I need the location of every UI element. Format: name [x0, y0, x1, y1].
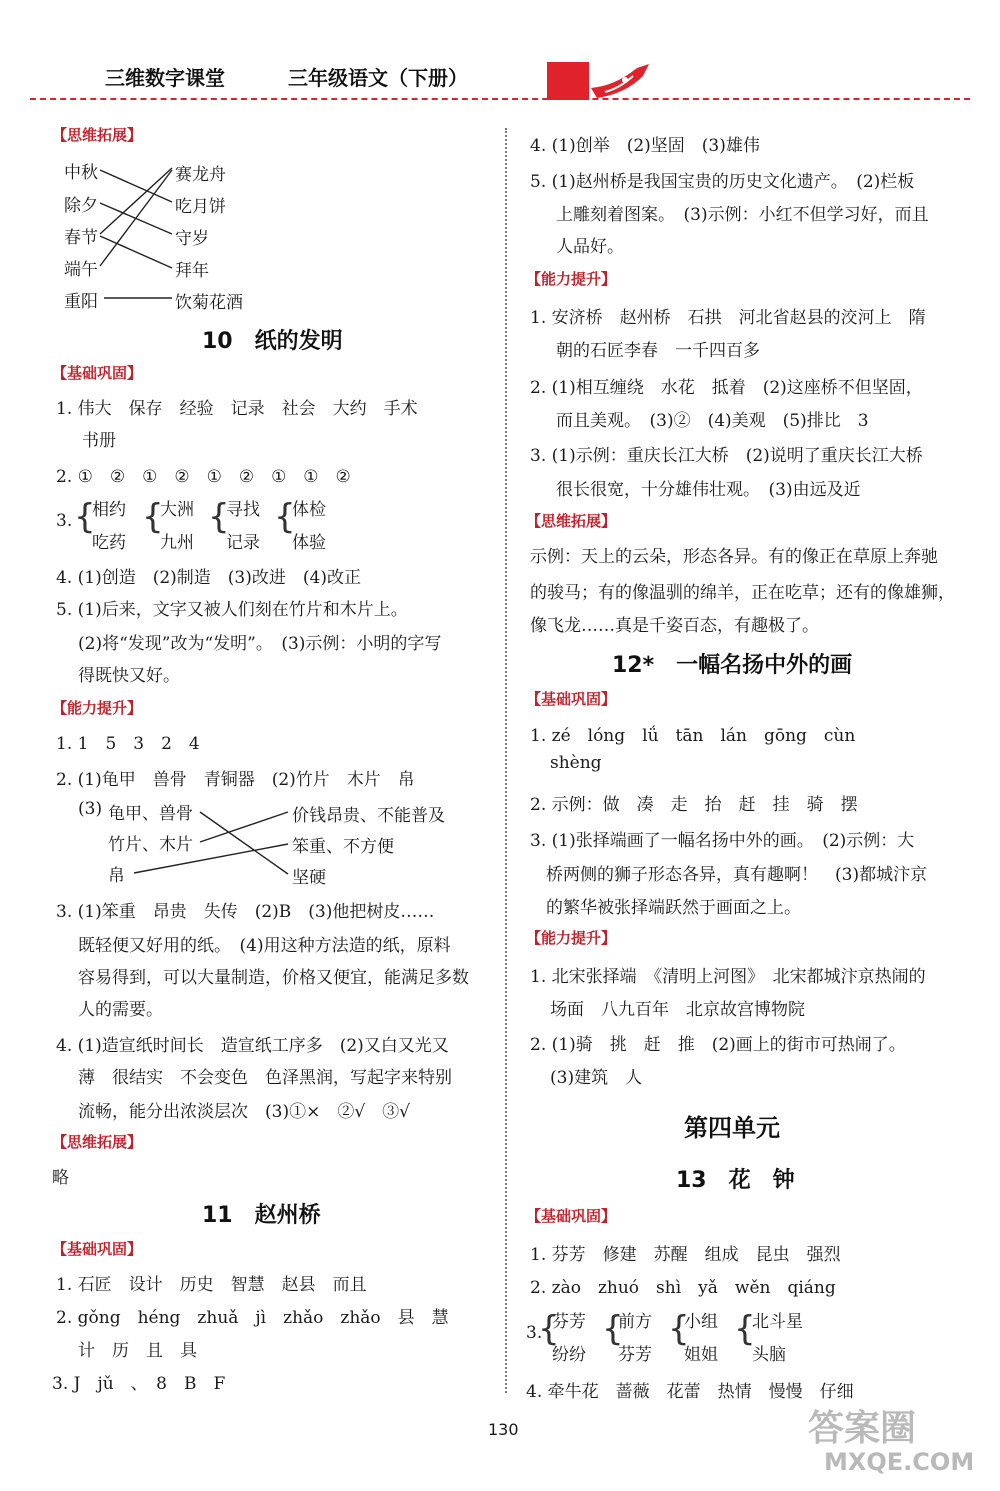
match2-left-0: 龟甲、兽骨 [108, 804, 193, 824]
q3-word: 大洲 [160, 500, 194, 520]
l10-n4a: 4. (1)造宣纸时间长 造宣纸工序多 (2)又白又光又 [56, 1036, 449, 1056]
l12-q3c: 的繁华被张择端跃然于画面之上。 [546, 898, 801, 918]
header-series: 三维数字课堂 [105, 66, 225, 90]
l12-q3b: 桥两侧的狮子形态各异，真有趣啊！ (3)都城汴京 [546, 865, 928, 885]
l10-q5c: 得既快又好。 [78, 666, 180, 686]
q3-word: 前方 [618, 1312, 652, 1332]
watermark-logo: 答案圈 [808, 1408, 917, 1449]
l11-n3b: 很长很宽，十分雄伟壮观。 (3)由远及近 [556, 480, 861, 500]
match-right-4: 饮菊花酒 [175, 293, 243, 313]
match-left-1: 除夕 [64, 196, 98, 216]
match-right-1: 吃月饼 [175, 197, 226, 217]
l10-n3c: 容易得到，可以大量制造，价格又便宜，能满足多数 [78, 968, 469, 988]
l11-s-b: 的骏马；有的像温驯的绵羊，正在吃草；还有的像雄狮， [530, 583, 955, 603]
l10-q5b: (2)将“发现”改为“发明”。 (3)示例：小明的字写 [78, 634, 442, 654]
match2-right-1: 笨重、不方便 [292, 837, 394, 857]
l10-q1b: 书册 [82, 431, 116, 451]
l11-q3: 3. J jǔ 、 8 B F [52, 1374, 226, 1394]
l10-q3-num: 3. [56, 511, 73, 531]
l11-s-a: 示例：天上的云朵，形态各异。有的像正在草原上奔驰 [530, 547, 938, 567]
l10-n4c: 流畅，能分出浓淡层次 (3)①× ②√ ③√ [78, 1102, 410, 1122]
l11-q5c: 人品好。 [556, 237, 624, 257]
l10-siwei: 略 [52, 1168, 69, 1188]
l10-tag-nengli: 【能力提升】 [52, 699, 143, 717]
q3-word: 小组 [684, 1312, 718, 1332]
l11-q5b: 上雕刻着图案。 (3)示例：小红不但学习好，而且 [556, 205, 929, 225]
l11-tag-jichu: 【基础巩固】 [52, 1240, 143, 1258]
q3-word: 相约 [92, 500, 126, 520]
brace: { [142, 497, 164, 537]
l13-tag-jichu: 【基础巩固】 [526, 1207, 617, 1225]
match2-prefix: (3) [78, 799, 103, 819]
l12-tag-jichu: 【基础巩固】 [526, 690, 617, 708]
lesson11-title: 11 赵州桥 [202, 1203, 321, 1228]
l12-n1b: 场面 八九百年 北京故宫博物院 [550, 1000, 805, 1020]
brace: { [668, 1309, 690, 1349]
l12-tag-nengli: 【能力提升】 [526, 929, 617, 947]
l12-q3a: 3. (1)张择端画了一幅名扬中外的画。 (2)示例：大 [530, 831, 915, 851]
match-right-0: 赛龙舟 [175, 165, 226, 185]
l13-q2: 2. zào zhuó shì yǎ wěn qiáng [530, 1278, 836, 1298]
l11-n2a: 2. (1)相互缠绕 水花 抵着 (2)这座桥不但坚固， [530, 378, 923, 398]
q3-word: 芬芳 [618, 1345, 652, 1365]
l10-n4b: 薄 很结实 不会变色 色泽黑润，写起字来特别 [78, 1068, 452, 1088]
q3-word: 九州 [160, 533, 194, 553]
q3-word: 纷纷 [552, 1345, 586, 1365]
l11-s-c: 像飞龙……真是千姿百态，有趣极了。 [530, 616, 819, 636]
q3-word: 姐姐 [684, 1345, 718, 1365]
l11-n1b: 朝的石匠李春 一千四百多 [556, 341, 760, 361]
l11-q4: 4. (1)创举 (2)坚固 (3)雄伟 [530, 136, 760, 156]
brace: { [274, 497, 296, 537]
match-left-0: 中秋 [64, 163, 98, 183]
l10-tag-siwei: 【思维拓展】 [52, 1133, 143, 1151]
l13-q1: 1. 芬芳 修建 苏醒 组成 昆虫 强烈 [530, 1245, 841, 1265]
l10-n3d: 人的需要。 [78, 1000, 163, 1020]
q3-word: 寻找 [226, 500, 260, 520]
match-left-4: 重阳 [64, 292, 98, 312]
l10-n1: 1. 1 5 3 2 4 [56, 734, 200, 754]
header-subject: 三年级语文（下册） [288, 66, 468, 90]
brace: { [208, 497, 230, 537]
l10-n2a: 2. (1)龟甲 兽骨 青铜器 (2)竹片 木片 帛 [56, 770, 415, 790]
page-number: 130 [488, 1420, 519, 1439]
match-lines-2 [0, 0, 300, 900]
brace: { [74, 497, 96, 537]
q3-word: 体检 [292, 500, 326, 520]
l13-q4: 4. 牵牛花 蔷薇 花蕾 热情 慢慢 仔细 [526, 1382, 854, 1402]
l11-n1a: 1. 安济桥 赵州桥 石拱 河北省赵县的洨河上 隋 [530, 308, 926, 328]
l13-q3-num: 3. [526, 1323, 543, 1343]
lesson13-title: 13 花 钟 [676, 1168, 795, 1193]
l10-q2: 2. ① ② ① ② ① ② ① ① ② [56, 467, 351, 487]
l11-tag-siwei: 【思维拓展】 [526, 512, 617, 530]
match-left-2: 春节 [64, 228, 98, 248]
l12-n2b: (3)建筑 人 [550, 1068, 643, 1088]
match2-right-0: 价钱昂贵、不能普及 [292, 806, 445, 826]
match2-right-2: 坚硬 [292, 868, 326, 888]
l10-q4: 4. (1)创造 (2)制造 (3)改进 (4)改正 [56, 568, 361, 588]
l11-q5a: 5. (1)赵州桥是我国宝贵的历史文化遗产。 (2)栏板 [530, 172, 915, 192]
l10-n3a: 3. (1)笨重 昂贵 失传 (2)B (3)他把树皮…… [56, 902, 435, 922]
q3-word: 北斗星 [752, 1312, 803, 1332]
q3-word: 芬芳 [552, 1312, 586, 1332]
match2-left-2: 帛 [108, 866, 125, 886]
brace: { [734, 1309, 756, 1349]
brace: { [538, 1309, 560, 1349]
l11-n3a: 3. (1)示例：重庆长江大桥 (2)说明了重庆长江大桥 [530, 446, 923, 466]
q3-word: 吃药 [92, 533, 126, 553]
tag-siwei-top: 【思维拓展】 [52, 126, 143, 144]
l10-n3b: 既轻便又好用的纸。 (4)用这种方法造的纸，原料 [78, 936, 451, 956]
match-right-2: 守岁 [175, 229, 209, 249]
l12-q1b: shèng [550, 753, 602, 773]
lesson12-title: 12* 一幅名扬中外的画 [612, 653, 853, 678]
l11-q2b: 计 历 且 具 [78, 1341, 197, 1361]
l10-tag-jichu: 【基础巩固】 [52, 364, 143, 382]
brace: { [602, 1309, 624, 1349]
unit4-title: 第四单元 [684, 1114, 780, 1142]
column-divider [505, 128, 507, 1393]
match-left-3: 端午 [64, 260, 98, 280]
match2-left-1: 竹片、木片 [108, 835, 193, 855]
lesson10-title: 10 纸的发明 [202, 329, 343, 354]
l10-q5a: 5. (1)后来，文字又被人们刻在竹片和木片上。 [56, 600, 408, 620]
q3-word: 头脑 [752, 1345, 786, 1365]
l12-q1a: 1. zé lóng lǘ tān lán gōng cùn [530, 726, 856, 746]
l12-n1a: 1. 北宋张择端 《清明上河图》 北宋都城汴京热闹的 [530, 967, 926, 987]
l12-q2: 2. 示例：做 凑 走 抬 赶 挂 骑 摆 [530, 795, 858, 815]
watermark-url: MXQE.COM [824, 1448, 975, 1476]
l11-tag-nengli: 【能力提升】 [526, 270, 617, 288]
q3-word: 记录 [226, 533, 260, 553]
l11-q1: 1. 石匠 设计 历史 智慧 赵县 而且 [56, 1275, 367, 1295]
l12-n2a: 2. (1)骑 挑 赶 推 (2)画上的街市可热闹了。 [530, 1035, 906, 1055]
l11-n2b: 而且美观。 (3)② (4)美观 (5)排比 3 [556, 411, 869, 431]
l10-q1a: 1. 伟大 保存 经验 记录 社会 大约 手术 [56, 399, 418, 419]
l11-q2a: 2. gǒng héng zhuǎ jì zhǎo zhǎo 县 慧 [56, 1308, 449, 1328]
q3-word: 体验 [292, 533, 326, 553]
match-right-3: 拜年 [175, 261, 209, 281]
